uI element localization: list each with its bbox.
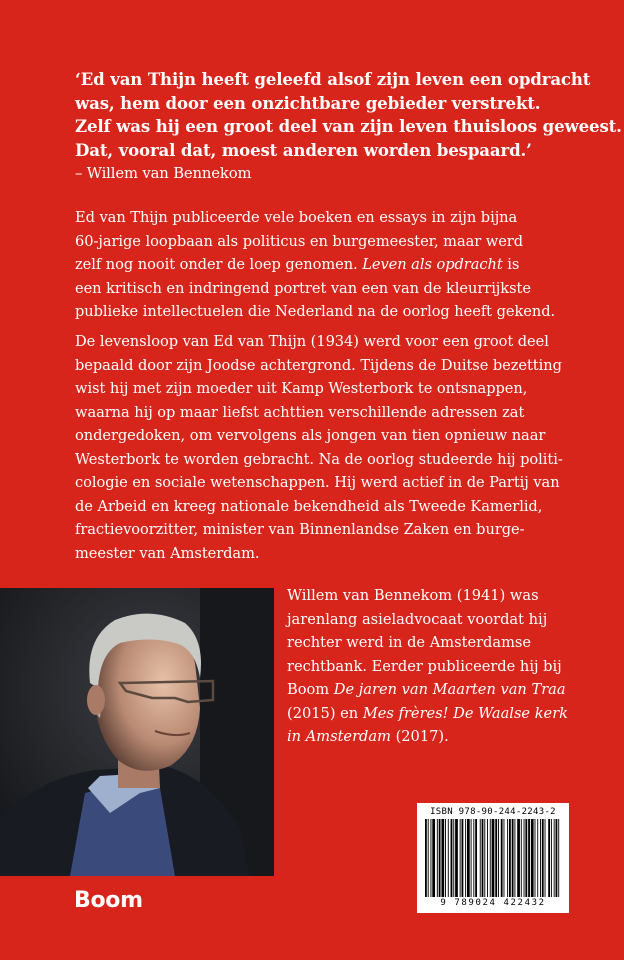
barcode-bar — [428, 819, 429, 897]
barcode-bar — [495, 819, 497, 897]
barcode-bar — [517, 819, 520, 897]
barcode-bar — [432, 819, 435, 897]
barcode-bar — [498, 819, 499, 897]
barcode-bar — [512, 819, 514, 897]
barcode-bar — [467, 819, 470, 897]
publisher-logo: Boom — [74, 888, 143, 913]
blurb-paragraph-2 — [75, 330, 595, 565]
bio-line — [287, 725, 607, 749]
barcode-bar — [487, 819, 488, 897]
barcode-bar — [556, 819, 558, 897]
isbn-digits: 9 789024 422432 — [440, 898, 546, 908]
blurb-line: een kritisch en indringend portret van een van de kleurrijkste — [75, 279, 531, 297]
bio-line: rechtbank. Eerder publiceerde hij bij — [287, 657, 562, 675]
barcode-bar — [524, 819, 525, 897]
barcode-bar — [507, 819, 508, 897]
barcode-bar — [509, 819, 511, 897]
barcode-bar — [430, 819, 431, 897]
bio-text: Boom — [287, 681, 334, 698]
barcode-bar — [445, 819, 446, 897]
blurb-line: ondergedoken, om vervolgens als jongen van tien opnieuw naar — [75, 427, 546, 444]
barcode-bar — [439, 819, 441, 897]
barcode-bar — [460, 819, 461, 897]
bio-text: (2015) en — [287, 704, 363, 722]
barcode-bar — [501, 819, 503, 897]
barcode-bar — [480, 819, 481, 897]
author-portrait-illustration — [0, 588, 274, 876]
blurb-line: publieke intellectuelen die Nederland na de oorlog heeft gekend. — [75, 303, 556, 320]
barcode-bar — [558, 819, 559, 897]
barcode-bar — [537, 819, 538, 897]
quote-line: Dat, vooral dat, moest anderen worden bespaard.’ — [75, 139, 532, 160]
barcode-bar — [482, 819, 484, 897]
barcode-bar — [492, 819, 495, 897]
author-photo — [0, 588, 274, 876]
book-title: Mes frères! De Waalse kerk — [362, 704, 569, 722]
book-title: De jaren van Maarten van Traa — [333, 681, 566, 698]
barcode-bar — [540, 819, 541, 897]
barcode-bar — [528, 819, 530, 897]
barcode-bar — [453, 819, 454, 897]
blurb-line: Ed van Thijn publiceerde vele boeken en essays in zijn bijna — [75, 209, 518, 226]
barcode-bar — [475, 819, 477, 897]
barcode-bar — [471, 819, 472, 897]
barcode-bar — [548, 819, 550, 897]
bio-line — [287, 678, 607, 702]
bio-line: jarenlang asieladvocaat voordat hij — [287, 610, 548, 628]
barcode-bar — [490, 819, 491, 897]
barcode-bar — [462, 819, 464, 897]
barcode-bars — [425, 819, 561, 897]
barcode-bar — [441, 819, 444, 897]
blurb-line: bepaald door zijn Joodse achtergrond. Tijdens de Duitse bezetting — [75, 356, 562, 374]
blurb-line: waarna hij op maar liefst achttien verschillende adressen zat — [75, 403, 525, 421]
barcode-bar — [451, 819, 453, 897]
blurb-line: De levensloop van Ed van Thijn (1934) werd voor een groot deel — [75, 333, 549, 350]
blurb-line: Westerbork te worden gebracht. Na de oorlog studeerde hij politi- — [75, 450, 563, 468]
blurb-paragraph-1 — [75, 206, 595, 324]
quote-line: ‘Ed van Thijn heeft geleefd alsof zijn leven een opdracht — [75, 69, 591, 89]
book-title: in Amsterdam — [287, 728, 391, 745]
quote-line: Zelf was hij een groot deel van zijn leven thuisloos geweest. — [75, 116, 622, 136]
blurb-line: cologie en sociale wetenschappen. Hij werd actief in de Partij van — [75, 474, 560, 491]
blurb-text: is — [502, 256, 520, 273]
isbn-barcode — [417, 803, 569, 913]
barcode-bar — [531, 819, 534, 897]
quote-attribution: – Willem van Bennekom — [75, 165, 252, 182]
blurb-line: de Arbeid en kreeg nationale bekendheid als Tweede Kamerlid, — [75, 497, 543, 515]
barcode-bar — [425, 819, 427, 897]
blurb-line: fractievoorzitter, minister van Binnenlandse Zaken en burge- — [75, 521, 525, 538]
quote-line: was, hem door een onzichtbare gebieder verstrekt. — [75, 92, 541, 113]
bio-line — [287, 702, 607, 726]
barcode-bar — [473, 819, 474, 897]
bio-line: Willem van Bennekom (1941) was — [287, 587, 539, 604]
blurb-text: zelf nog nooit onder de loep genomen. — [75, 256, 363, 273]
barcode-bar — [455, 819, 458, 897]
barcode-bar — [521, 819, 522, 897]
barcode-bar — [465, 819, 466, 897]
barcode-bar — [525, 819, 527, 897]
barcode-bar — [514, 819, 515, 897]
barcode-bar — [554, 819, 555, 897]
back-cover-quote — [75, 68, 622, 186]
barcode-bar — [504, 819, 505, 897]
barcode-bar — [551, 819, 552, 897]
author-bio — [287, 584, 607, 749]
barcode-bar — [545, 819, 546, 897]
blurb-line: 60-jarige loopbaan als politicus en burgemeester, maar werd — [75, 232, 524, 250]
barcode-bar — [448, 819, 449, 897]
barcode-bar — [542, 819, 544, 897]
barcode-bar — [535, 819, 536, 897]
barcode-bar — [437, 819, 438, 897]
barcode-bar — [484, 819, 485, 897]
bio-line: rechter werd in de Amsterdamse — [287, 634, 532, 651]
blurb-line: wist hij met zijn moeder uit Kamp Westerbork te ontsnappen, — [75, 380, 528, 397]
isbn-label: ISBN 978-90-244-2243-2 — [430, 807, 556, 817]
blurb-line — [75, 253, 595, 277]
blurb-line: meester van Amsterdam. — [75, 544, 260, 562]
book-title: Leven als opdracht — [362, 256, 503, 273]
bio-text: (2017). — [390, 728, 449, 745]
